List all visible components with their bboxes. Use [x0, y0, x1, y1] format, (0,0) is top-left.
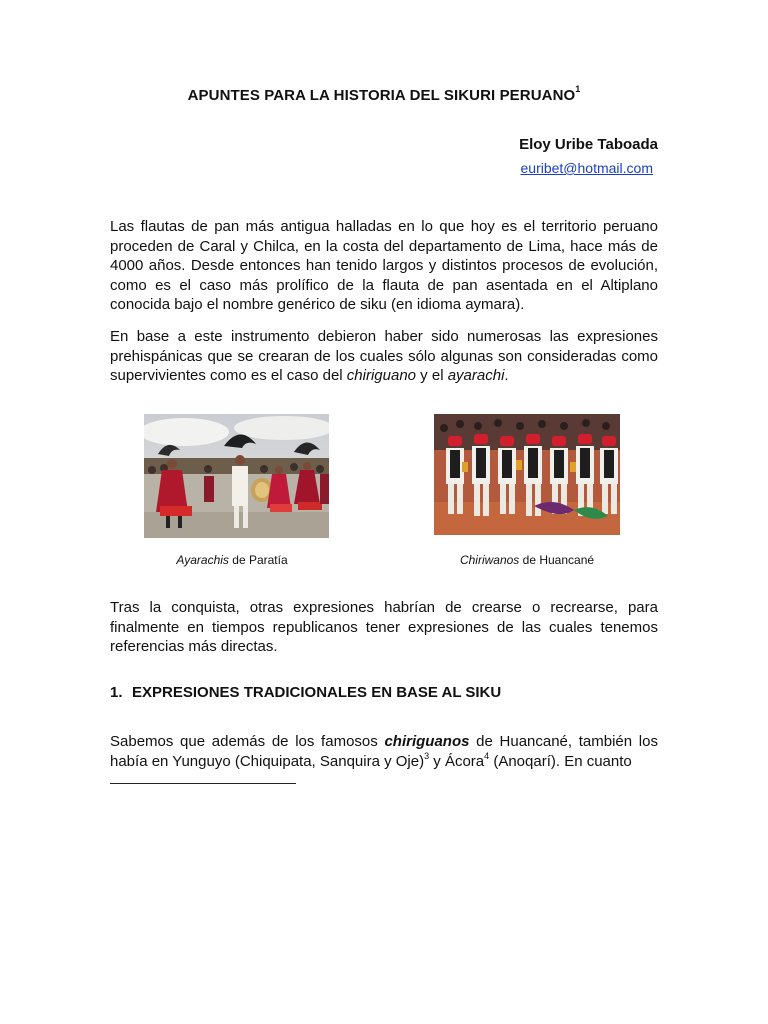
section-number: 1. [110, 684, 123, 701]
photo-ayarachis [144, 414, 329, 538]
p4-text-d: (Anoqarí). En cuanto [489, 752, 632, 770]
caption2-em: Chiriwanos [459, 553, 520, 567]
photo-chiriwanos [434, 414, 620, 535]
p4-strong-chiriguanos: chiriguanos [384, 733, 470, 750]
title-text: APUNTES PARA LA HISTORIA DEL SIKURI PERUANO [187, 87, 576, 104]
p4-text-a: Sabemos que además de los famosos [110, 733, 385, 750]
paragraph-prehispanic [110, 327, 658, 386]
paragraph-conquest: Tras la conquista, otras expresiones habrían de crearse o recrearse, para finalmente en tiempos republicanos tener expresiones de las cuales tenemos referencias más directas. [110, 599, 658, 656]
footnote-ref-4[interactable]: 4 [484, 750, 490, 761]
footnote-separator [110, 783, 296, 784]
p2-em-ayarachi: ayarachi [447, 367, 505, 385]
caption1-rest: de Paratía [228, 553, 288, 567]
author-email-link[interactable]: euribet@hotmail.com [520, 160, 653, 176]
p4-text-b: de Huancané, también los había en Yunguyo (Chiquipata, Sanquira y Oje) [110, 733, 658, 770]
p2-text-c: . [504, 367, 509, 385]
author-name: Eloy Uribe Taboada [519, 136, 658, 153]
caption1-em: Ayarachis [176, 553, 229, 567]
paragraph-origins: Las flautas de pan más antigua halladas en lo que hoy es el territorio peruano proceden de Caral y Chilca, en la costa del departamento de Lima, hace más de 4000 años. Desde entonces han tenido largos y distintos procesos de evolución, como es el caso más prolífico de la flauta de pan asentada en el Altiplano conocida bajo el nombre genérico de siku (en idioma aymara). [110, 218, 658, 314]
document-title [0, 86, 768, 104]
section-title: EXPRESIONES TRADICIONALES EN BASE AL SIKU [132, 684, 502, 701]
p2-em-chiriguano: chiriguano [346, 367, 417, 385]
section-heading [110, 684, 501, 701]
caption2-rest: de Huancané [519, 553, 595, 567]
p2-text-b: y el [416, 367, 448, 385]
caption-ayarachis [144, 553, 320, 567]
title-footnote-ref[interactable]: 1 [575, 84, 581, 94]
caption-chiriwanos [434, 553, 620, 567]
p2-text-a: En base a este instrumento debieron haber sido numerosas las expresiones prehispánicas que se crearan de los cuales sólo algunas son consideradas como supervivientes como es el caso del [110, 328, 658, 385]
p4-text-c: y Ácora [429, 752, 485, 770]
footnote-ref-3[interactable]: 3 [424, 750, 430, 761]
paragraph-traditional [110, 732, 658, 771]
